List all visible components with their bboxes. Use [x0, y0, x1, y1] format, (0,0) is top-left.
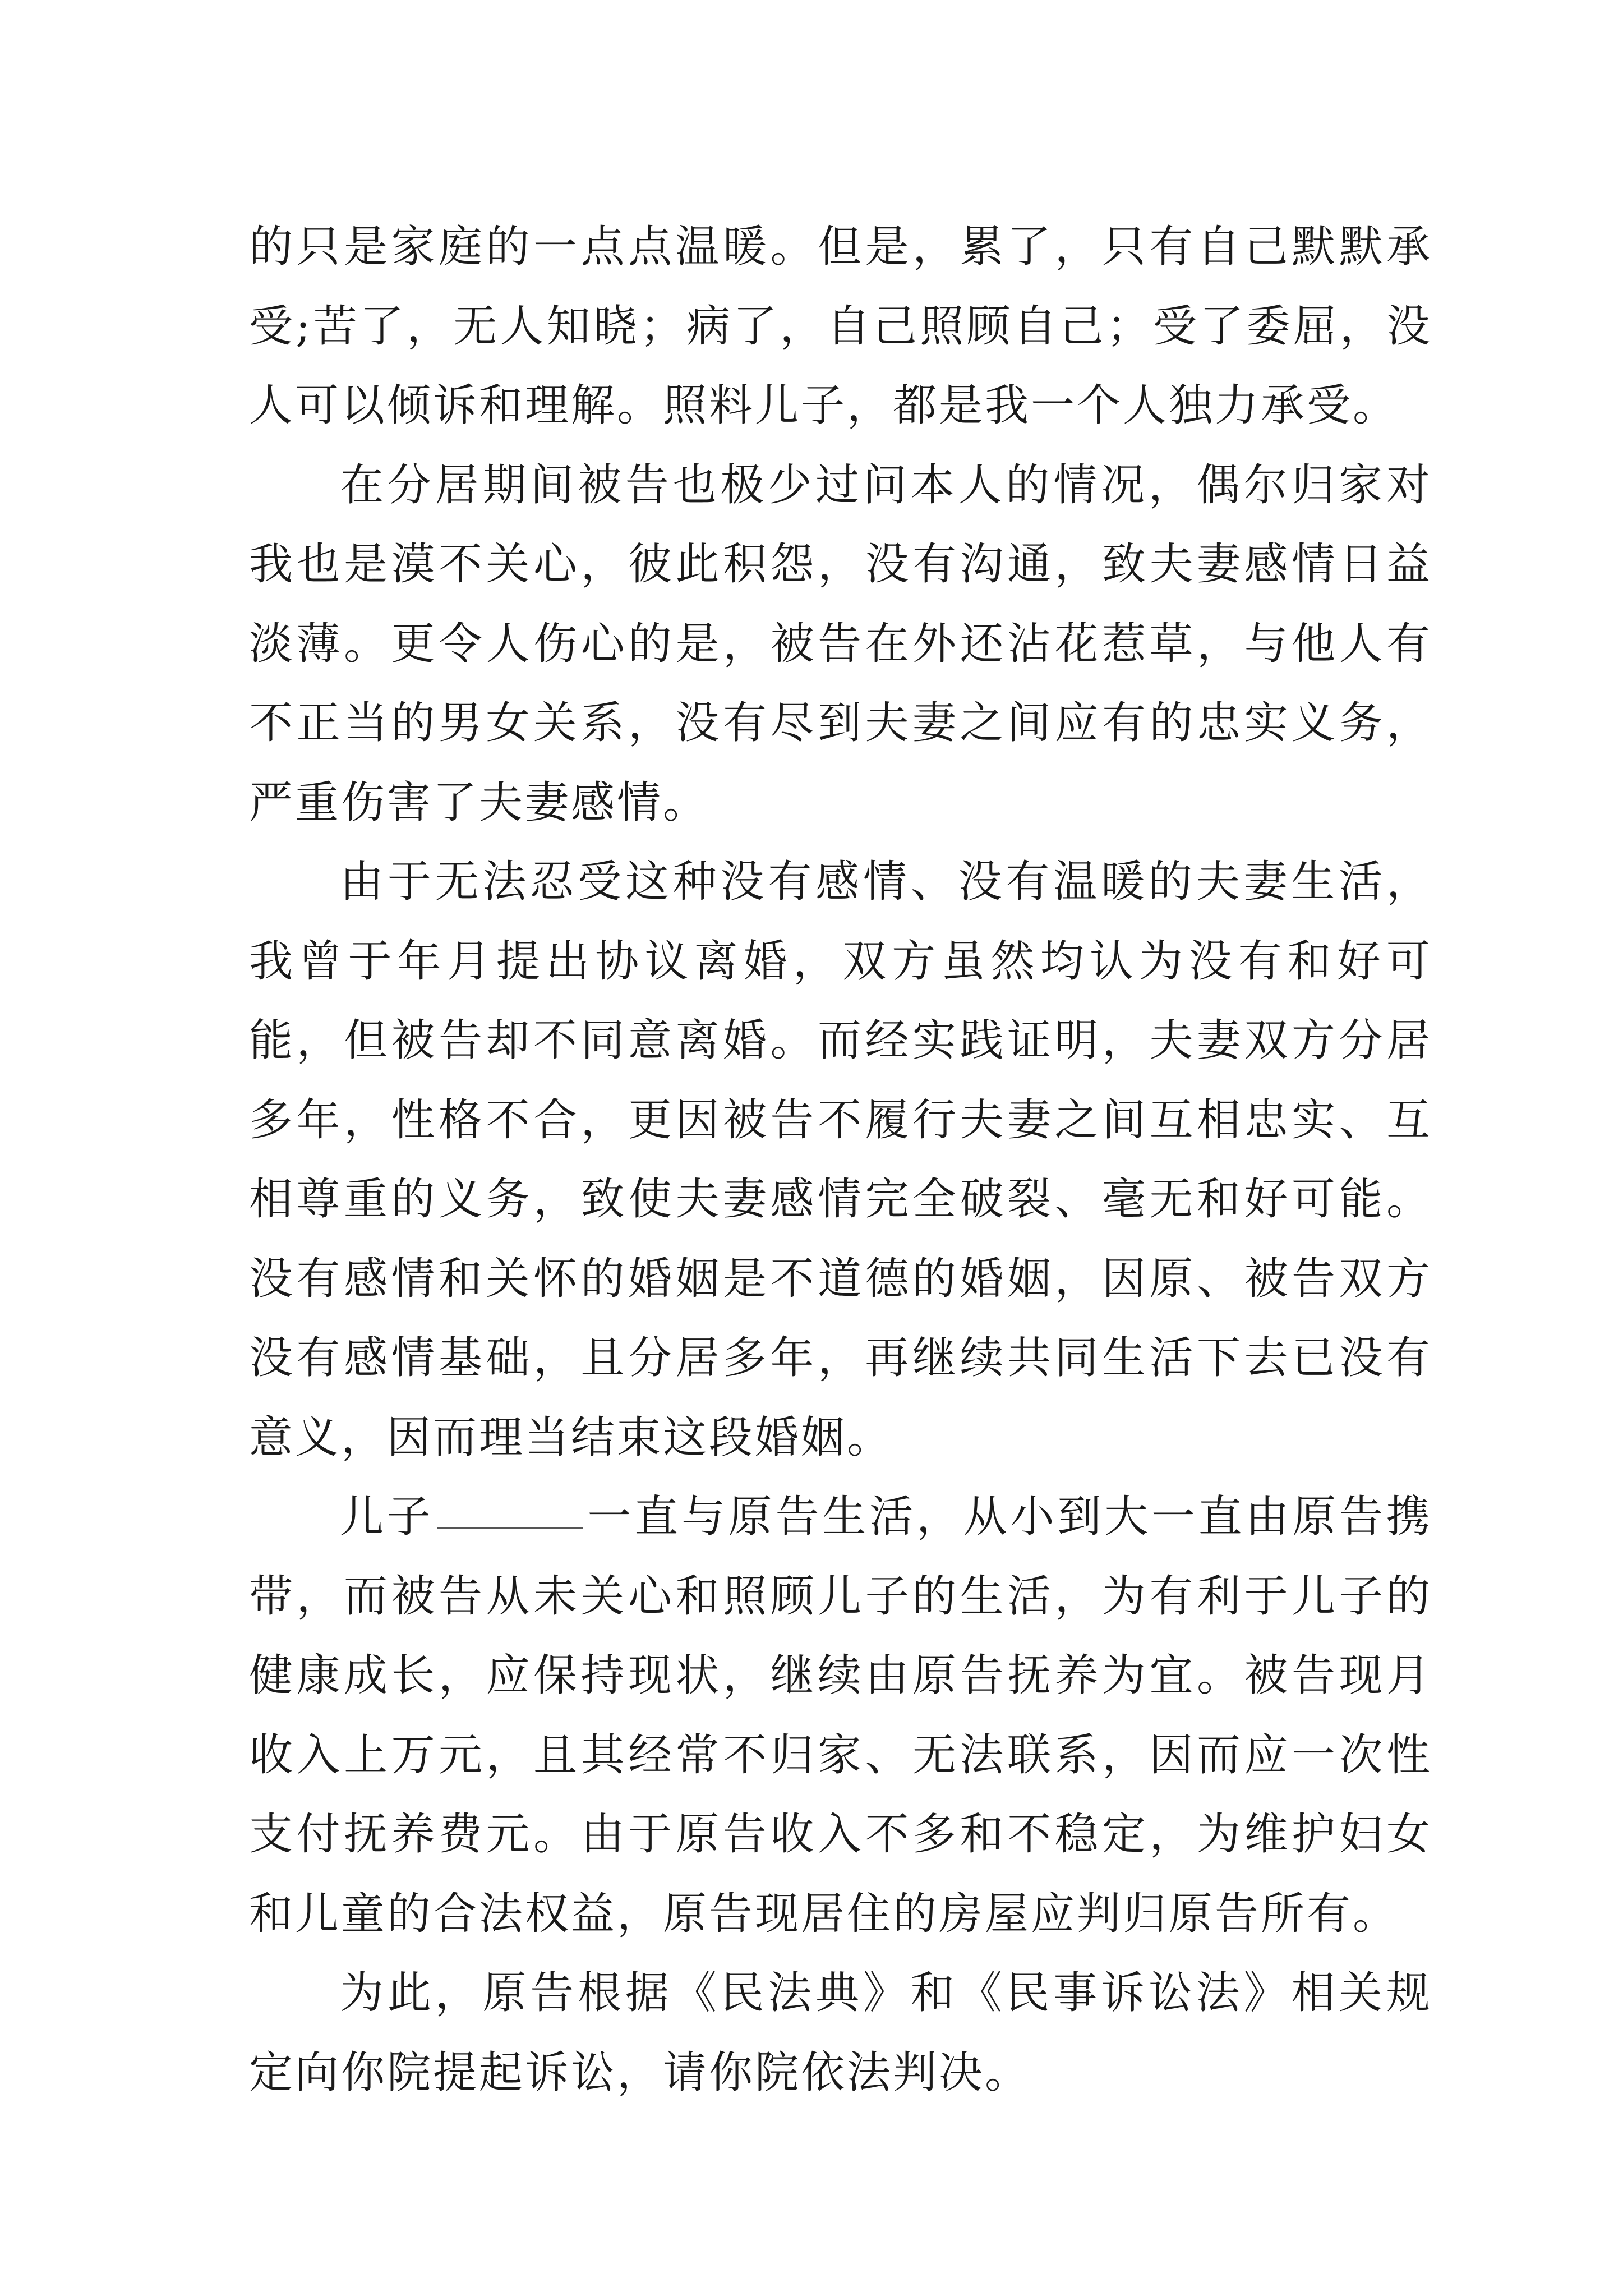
paragraph-1: 的只是家庭的一点点温暖。但是，累了，只有自己默默承受;苦了，无人知晓；病了，自己照顾自己；受了委屈，没人可以倾诉和理解。照料儿子，都是我一个人独力承受。	[249, 222, 1432, 431]
document-body	[249, 208, 1432, 2113]
paragraph-3: 由于无法忍受这种没有感情、没有温暖的夫妻生活，我曾于年月提出协议离婚，双方虽然均认为没有和好可能，但被告却不同意离婚。而经实践证明，夫妻双方分居多年，性格不合，更因被告不履行夫妻之间互相忠实、互相尊重的义务，致使夫妻感情完全破裂、毫无和好可能。没有感情和关怀的婚姻是不道德的婚姻，因原、被告双方没有感情基础，且分居多年，再继续共同生活下去已没有意义，因而理当结束这段婚姻。	[249, 857, 1432, 1463]
paragraph-2: 在分居期间被告也极少过问本人的情况，偶尔归家对我也是漠不关心，彼此积怨，没有沟通，致夫妻感情日益淡薄。更令人伤心的是，被告在外还沾花惹草，与他人有不正当的男女关系，没有尽到夫妻之间应有的忠实义务，严重伤害了夫妻感情。	[249, 459, 1432, 828]
paragraph-4	[249, 1478, 1432, 1954]
fill-in-blank	[437, 1527, 583, 1529]
paragraph-4-rest: 一直与原告生活，从小到大一直由原告携带，而被告从未关心和照顾儿子的生活，为有利于儿子的健康成长，应保持现状，继续由原告抚养为宜。被告现月收入上万元，且其经常不归家、无法联系，因而应一次性支付抚养费元。由于原告收入不多和不稳定，为维护妇女和儿童的合法权益，原告现居住的房屋应判归原告所有。	[249, 1492, 1432, 1939]
paragraph-4-lead: 儿子	[340, 1492, 434, 1542]
paragraph-5: 为此，原告根据《民法典》和《民事诉讼法》相关规定向你院提起诉讼，请你院依法判决。	[249, 1968, 1432, 2098]
